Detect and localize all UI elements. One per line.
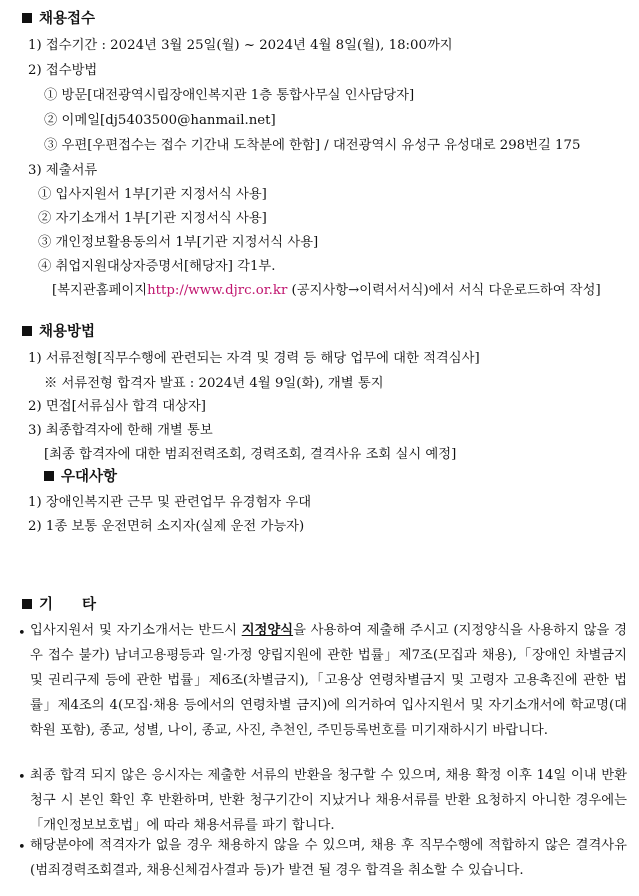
list-bullet: • — [18, 770, 26, 785]
docs-item-application: ① 입사지원서 1부[기관 지정서식 사용] — [38, 187, 267, 202]
square-bullet-icon — [22, 599, 32, 609]
preference-item-license: 2) 1종 보통 운전면허 소지자(실제 운전 가능자) — [28, 519, 305, 534]
receipt-method-title: 2) 접수방법 — [28, 63, 98, 78]
etc-paragraph-return: 최종 합격 되지 않은 응시자는 제출한 서류의 반환을 청구할 수 있으며, 채용 확정 이후 14일 이내 반환 청구 시 본인 확인 후 반환하며, 반환 청구기간이 지났거나 채용서류를 반환 요청하지 아니한 경우에는「개인정보보호법」에 따라 채용서류를 파기 합니다. — [30, 768, 627, 833]
method-item-email: ② 이메일[dj5403500@hanmail.net] — [44, 113, 276, 128]
section-heading-method: 채용방법 — [22, 323, 95, 341]
etc-paragraph-forms: 입사지원서 및 자기소개서는 반드시 지정양식을 사용하여 제출해 주시고 (지정양식을 사용하지 않을 경우 접수 불가) 남녀고용평등과 일·가정 양립지원에 관한 법률」제7조(모집과 채용),「장애인 차별금지 및 권리구제 등에 관한 법률」제6조(차별금지),「고용상 연령차별금지 및 고령자 고용촉진에 관한 법률」제4조의 4(모집·채용 등에서의 연령차별 금지)에 의거하여 입사지원서 및 자기소개서에 학교명(대학원 포함), 종교, 성별, 나이, 종교, 사진, 추천인, 주민등록번호를 미기재하시기 바랍니다. — [30, 623, 627, 738]
method-item-visit: ① 방문[대전광역시립장애인복지관 1층 통합사무실 인사담당자] — [44, 88, 415, 103]
receipt-docs-title: 3) 제출서류 — [28, 163, 98, 178]
list-bullet: • — [18, 626, 26, 641]
square-bullet-icon — [22, 326, 32, 336]
emphasis-designated-form: 지정양식 — [241, 623, 294, 638]
download-instruction: [복지관홈페이지http://www.djrc.or.kr (공지사항→이력서서식)에서 서식 다운로드하여 작성] — [52, 283, 601, 298]
method-step-documents: 1) 서류전형[직무수행에 관련되는 자격 및 경력 등 해당 업무에 대한 적격심사] — [28, 351, 480, 366]
receipt-period: 1) 접수기간 : 2024년 3월 25일(월) ~ 2024년 4월 8일(월), 18:00까지 — [28, 38, 453, 53]
docs-item-employment-support: ④ 취업지원대상자증명서[해당자] 각1부. — [38, 259, 276, 274]
method-step-documents-note: ※ 서류전형 합격자 발표 : 2024년 4월 9일(화), 개별 통지 — [44, 376, 384, 391]
method-step-final: 3) 최종합격자에 한해 개별 통보 — [28, 423, 213, 438]
section-heading-etc: 기 타 — [22, 596, 96, 614]
homepage-link[interactable]: http://www.djrc.or.kr — [147, 283, 288, 298]
method-item-mail: ③ 우편[우편접수는 접수 기간내 도착분에 한함] / 대전광역시 유성구 유성대로 298번길 175 — [44, 138, 581, 153]
docs-item-privacy-consent: ③ 개인정보활용동의서 1부[기관 지정서식 사용] — [38, 235, 319, 250]
list-bullet: • — [18, 840, 26, 855]
section-heading-preference: 우대사항 — [44, 468, 117, 486]
preference-item-experience: 1) 장애인복지관 근무 및 관련업무 유경험자 우대 — [28, 495, 312, 510]
square-bullet-icon — [22, 13, 32, 23]
method-step-final-note: [최종 합격자에 대한 범죄전력조회, 경력조회, 결격사유 조회 실시 예정] — [44, 447, 457, 462]
square-bullet-icon — [44, 471, 54, 481]
method-step-interview: 2) 면접[서류심사 합격 대상자] — [28, 399, 206, 414]
etc-paragraph-cancel: 해당분야에 적격자가 없을 경우 채용하지 않을 수 있으며, 채용 후 직무수행에 적합하지 않은 결격사유(범죄경력조회결과, 채용신체검사결과 등)가 발견 될 경우 합격을 취소할 수 있습니다. — [30, 838, 627, 878]
docs-item-self-intro: ② 자기소개서 1부[기관 지정서식 사용] — [38, 211, 267, 226]
section-heading-receipt: 채용접수 — [22, 10, 95, 28]
